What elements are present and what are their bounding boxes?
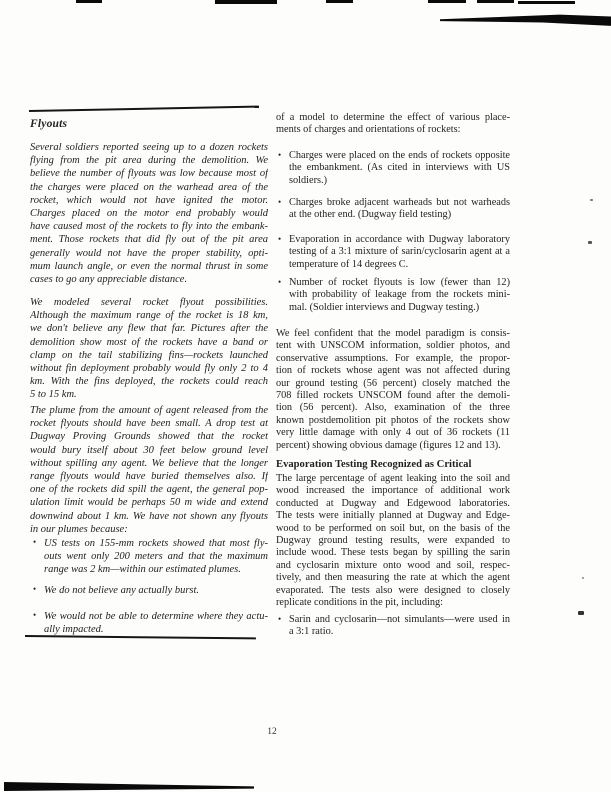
right-bullet-item-2 [276,197,510,222]
bullet-icon: • [33,610,37,620]
scan-artifact [326,0,353,3]
right-bullet-item-1 [276,150,510,187]
bullet-icon: • [278,197,282,207]
scan-artifact [578,611,584,615]
bullet-icon: • [33,537,37,547]
bullet-icon: • [278,614,282,624]
scan-artifact [440,13,611,27]
right-bullet-text-3: Evaporation in accordance with Dugway laboratory testing of a 3:1 mixture of sarin/cyclosarin agent at a temperature of 14 degrees C. [289,234,510,270]
scan-artifact [588,241,592,244]
right-bullet-text-1: Charges were placed on the ends of rockets opposite the embankment. (As cited in interviews with US soldiers.) [289,150,510,186]
right-bullet-item-4 [276,277,510,314]
left-bullet-text-2: We do not believe any actually burst. [44,585,200,596]
section-divider-top [29,106,259,112]
model-paradigm-paragraph: We feel confident that the model paradigm is consis- tent with UNSCOM information, soldier photos, and conservative assumptions. For example, the propor- tion of rockets whose agent was not affected during our ground testing (56 percent) closely matched the 708 filled rockets UNSCOM found after the demoli- tion (56 percent). Also, examination of the three known postdemolition pit photos of the rockets show very little damage with only 4 out of 36 rockets (11 percent) showing obvious damage (figures 12 and 13). [276,328,510,451]
left-bullet-text-3: We would not be able to determine where they actu- ally impacted. [44,611,268,636]
right-section-bullet-item-1 [276,614,510,639]
left-bullet-item-3 [30,610,268,636]
right-bullet-item-3 [276,234,510,271]
evaporation-section-heading: Evaporation Testing Recognized as Critical [276,459,472,470]
scan-artifact [428,0,466,3]
scan-artifact [518,1,575,4]
scan-artifact [76,0,102,3]
scan-artifact [590,199,593,201]
page-number: 12 [267,727,277,737]
evaporation-section-paragraph: The large percentage of agent leaking into the soil and wood increased the importance of additional work conducted at Dugway and Edgewood laboratories. The tests were initially planned at Dugway and Edge- wood to be performed on soil but, on the basis of the Dugway ground testing results, were expanded to include wood. These tests began by spilling the sarin and cyclosarin mixture onto wood and soil, respec- tively, and then measuring the rate at which the agent evaporated. The tests also were designed to closely replicate conditions in the pit, including: [276,473,510,609]
left-section-heading: Flyouts [30,118,68,130]
bullet-icon: • [278,234,282,244]
bullet-icon: • [33,584,37,594]
flyouts-paragraph-3: The plume from the amount of agent released from the rocket flyouts should have been small. A drop test at Dugway Proving Grounds showed that the rocket would bury itself about 30 feet below ground level without spilling any agent. We believe that the longer range flyouts would have buried themselves also. If one of the rockets did spill the agent, the general pop- ulation limit would be perhaps 50 m wide and extend downwind about 1 km. We have not shown any flyouts in our plumes because: [30,405,268,535]
left-bullet-item-1 [30,537,268,577]
scan-artifact [4,780,254,791]
scan-artifact [477,0,514,3]
left-bullet-text-1: US tests on 155-mm rockets showed that most fly- outs went only 200 meters and that the maximum range was 2 km—within our estimated plumes. [44,538,268,576]
right-bullet-text-2: Charges broke adjacent warheads but not warheads at the other end. (Dugway field testing) [289,197,510,221]
right-bullet-text-4: Number of rocket flyouts is low (fewer than 12) with probability of leakage from the rockets mini- mal. (Soldier interviews and Dugway testing.) [289,277,510,313]
scan-artifact [582,577,584,579]
left-bullet-item-2 [30,584,268,597]
bullet-icon: • [278,150,282,160]
right-intro-paragraph: of a model to determine the effect of various place- ments of charges and orientations of rockets: [276,112,510,136]
flyouts-paragraph-2: We modeled several rocket flyout possibilities. Although the maximum range of the rocket is 18 km, we don't believe any flew that far. Pictures after the demolition show most of the rockets have a band or clamp on the tail stabilizing fins—rockets launched without fin deployment probably would fly only 2 to 4 km. With the fins deployed, the rockets could reach 5 to 15 km. [30,297,268,401]
scan-artifact [215,0,277,4]
flyouts-paragraph-1: Several soldiers reported seeing up to a dozen rockets flying from the pit area during the demolition. We believe the number of flyouts was low because most of the charges were placed on the warhead area of the rocket, which would not have ignited the motor. Charges placed on the motor end probably would have caused most of the rockets to fly into the embank- ment. Those rockets that did fly out of the pit area generally would not have the proper stability, opti- mum launch angle, or even the normal thrust in some cases to go any appreciable distance. [30,142,268,286]
right-section-bullet-text-1: Sarin and cyclosarin—not simulants—were used in a 3:1 ratio. [289,614,510,638]
bullet-icon: • [278,277,282,287]
